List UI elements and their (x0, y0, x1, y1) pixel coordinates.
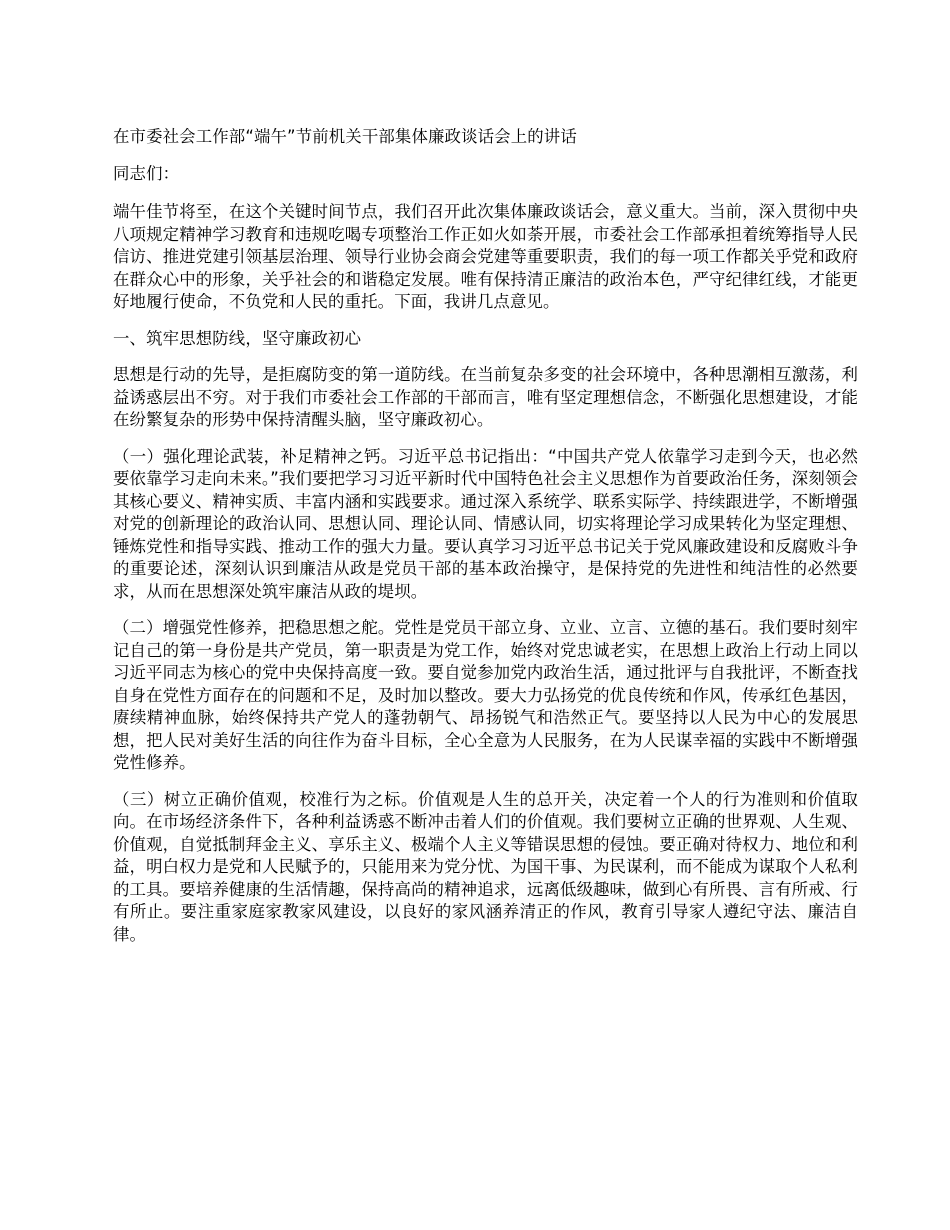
point-one-paragraph: （一）强化理论武装，补足精神之钙。习近平总书记指出：“中国共产党人依靠学习走到今天，也必然要依靠学习走向未来。”我们要把学习习近平新时代中国特色社会主义思想作为首要政治任务，深刻领会其核心要义、精神实质、丰富内涵和实践要求。通过深入系统学、联系实际学、持续跟进学，不断增强对党的创新理论的政治认同、思想认同、理论认同、情感认同，切实将理论学习成果转化为坚定理想、锤炼党性和指导实践、推动工作的强大力量。要认真学习习近平总书记关于党风廉政建设和反腐败斗争的重要论述，深刻认识到廉洁从政是党员干部的基本政治操守，是保持党的先进性和纯洁性的必然要求，从而在思想深处筑牢廉洁从政的堤坝。 (113, 446, 858, 601)
point-two-paragraph: （二）增强党性修养，把稳思想之舵。党性是党员干部立身、立业、立言、立德的基石。我们要时刻牢记自己的第一身份是共产党员，第一职责是为党工作，始终对党忠诚老实，在思想上政治上行动上同以习近平同志为核心的党中央保持高度一致。要自觉参加党内政治生活，通过批评与自我批评，不断查找自身在党性方面存在的问题和不足，及时加以整改。要大力弘扬党的优良传统和作风，传承红色基因，赓续精神血脉，始终保持共产党人的蓬勃朝气、昂扬锐气和浩然正气。要坚持以人民为中心的发展思想，把人民对美好生活的向往作为奋斗目标，全心全意为人民服务，在为人民谋幸福的实践中不断增强党性修养。 (113, 618, 858, 772)
section-intro-paragraph: 思想是行动的先导，是拒腐防变的第一道防线。在当前复杂多变的社会环境中，各种思潮相互激荡，利益诱惑层出不穷。对于我们市委社会工作部的干部而言，唯有坚定理想信念，不断强化思想建设，才能在纷繁复杂的形势中保持清醒头脑，坚守廉政初心。 (113, 365, 858, 429)
point-three-paragraph: （三）树立正确价值观，校准行为之标。价值观是人生的总开关，决定着一个人的行为准则和价值取向。在市场经济条件下，各种利益诱惑不断冲击着人们的价值观。我们要树立正确的世界观、人生观、价值观，自觉抵制拜金主义、享乐主义、极端个人主义等错误思想的侵蚀。要正确对待权力、地位和利益，明白权力是党和人民赋予的，只能用来为党分忧、为国干事、为民谋利，而不能成为谋取个人私利的工具。要培养健康的生活情趣，保持高尚的精神追求，远离低级趣味，做到心有所畏、言有所戒、行有所止。要注重家庭家教家风建设，以良好的家风涵养清正的作风，教育引导家人遵纪守法、廉洁自律。 (113, 789, 858, 944)
salutation: 同志们： (113, 163, 180, 183)
section-heading: 一、筑牢思想防线，坚守廉政初心 (113, 328, 362, 348)
intro-paragraph: 端午佳节将至，在这个关键时间节点，我们召开此次集体廉政谈话会，意义重大。当前，深入贯彻中央八项规定精神学习教育和违规吃喝专项整治工作正如火如荼开展，市委社会工作部承担着统筹指导人民信访、推进党建引领基层治理、领导行业协会商会党建等重要职责，我们的每一项工作都关乎党和政府在群众心中的形象，关乎社会的和谐稳定发展。唯有保持清正廉洁的政治本色，严守纪律红线，才能更好地履行使命，不负党和人民的重托。下面，我讲几点意见。 (113, 202, 858, 311)
document-page (113, 126, 858, 960)
document-title: 在市委社会工作部“端午”节前机关干部集体廉政谈话会上的讲话 (113, 127, 577, 146)
